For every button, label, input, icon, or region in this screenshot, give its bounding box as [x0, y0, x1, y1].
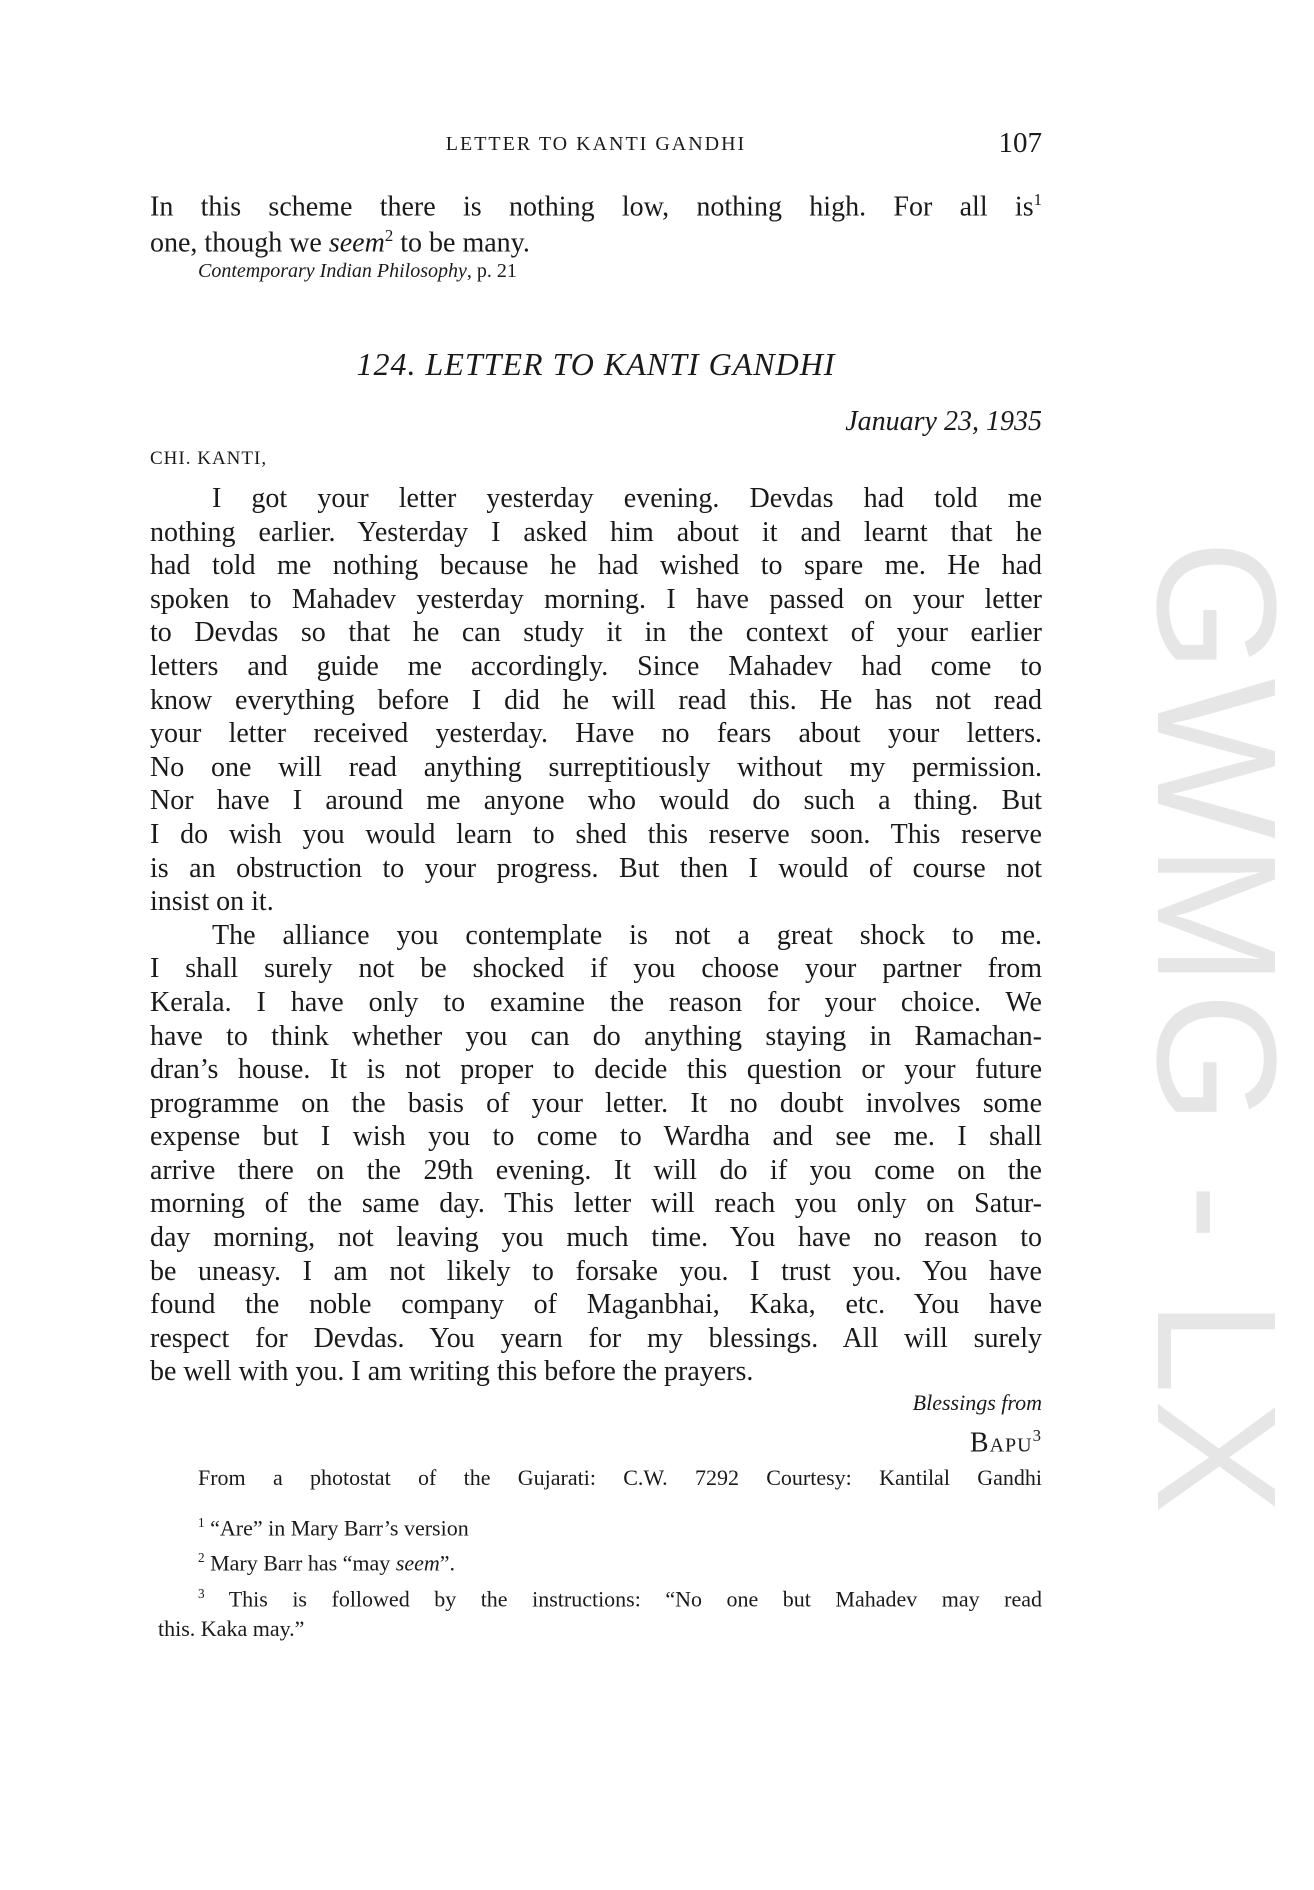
salutation: CHI. KANTI, — [150, 448, 268, 469]
body-line: No one will read anything surreptitiously without my permission. — [150, 751, 1042, 783]
body-line: letters and guide me accordingly. Since Mahadev had come to — [150, 650, 1042, 682]
body-line: your letter received yesterday. Have no fears about your letters. — [150, 718, 1042, 750]
body-line: Nor have I around me anyone who would do such a thing. But — [150, 785, 1042, 817]
body-line: is an obstruction to your progress. But then I would of course not — [150, 852, 1042, 884]
body-line: The alliance you contemplate is not a great shock to me. — [212, 919, 1042, 951]
letter-heading: 124. LETTER TO KANTI GANDHI — [356, 346, 836, 382]
body-line: dran’s house. It is not proper to decide this question or your future — [150, 1054, 1042, 1086]
footnote-3-continued: this. Kaka may.” — [158, 1615, 305, 1641]
source-citation: Contemporary Indian Philosophy, p. 21 — [198, 260, 517, 282]
footnote-ref-2: 2 — [384, 226, 394, 245]
letter-body — [150, 482, 1042, 1389]
body-line: have to think whether you can do anything staying in Ramachan- — [150, 1020, 1042, 1052]
body-line: I shall surely not be shocked if you choose your partner from — [150, 953, 1042, 985]
footnote-1: $^1$ “Are” in Mary Barr’s version — [198, 1515, 469, 1541]
body-line: be uneasy. I am not likely to forsake you. I trust you. You have — [150, 1255, 1042, 1287]
body-line: spoken to Mahadev yesterday morning. I have passed on your letter — [150, 583, 1042, 615]
intro-line-1: In this scheme there is nothing low, nothing high. For all $is^1$ — [150, 190, 1042, 223]
body-line: found the noble company of Maganbhai, Kaka, etc. You have — [150, 1289, 1042, 1321]
closing: Blessings from — [912, 1390, 1042, 1415]
body-line: I got your letter yesterday evening. Devdas had told me — [212, 483, 1042, 514]
signature: Bapu$^3$ — [969, 1426, 1042, 1459]
provenance-note: From a photostat of the Gujarati: C.W. 7292 Courtesy: Kantilal Gandhi — [198, 1465, 1042, 1490]
body-line: respect for Devdas. You yearn for my blessings. All will surely — [150, 1322, 1042, 1354]
letter-date: January 23, 1935 — [845, 406, 1042, 437]
intro-quote — [150, 182, 1042, 259]
body-line: nothing earlier. Yesterday I asked him about it and learnt that he — [150, 516, 1042, 548]
body-line: had told me nothing because he had wished to spare me. He had — [150, 550, 1042, 582]
running-head: LETTER TO KANTI GANDHI — [445, 133, 747, 155]
page-number: 107 — [998, 127, 1042, 159]
body-line: programme on the basis of your letter. It no doubt involves some — [150, 1087, 1042, 1119]
footnote-2: $^2$ Mary Barr has “may seem”. — [198, 1550, 456, 1576]
body-line: morning of the same day. This letter will reach you only on Satur- — [150, 1188, 1042, 1220]
footnote-ref-3: 3 — [1032, 1426, 1042, 1445]
body-line: I do wish you would learn to shed this reserve soon. This reserve — [150, 818, 1042, 850]
body-line: be well with you. I am writing this before the prayers. — [150, 1356, 754, 1388]
footnote-3: $^3$ This is followed by the instructions: “No one but Mahadev may read — [198, 1585, 1042, 1611]
intro-line-2: one, though we seem$^2$ to be many. — [150, 226, 530, 259]
body-line: day morning, not leaving you much time. You have no reason to — [150, 1222, 1042, 1254]
footnotes — [150, 1508, 1042, 1644]
body-line: know everything before I did he will read this. He has not read — [150, 684, 1042, 716]
footnote-ref-1: 1 — [1033, 190, 1042, 209]
body-line: arrive there on the 29th evening. It will do if you come on the — [150, 1154, 1042, 1186]
body-line: Kerala. I have only to examine the reason for your choice. We — [150, 986, 1042, 1018]
body-line: insist on it. — [150, 886, 274, 918]
body-line: to Devdas so that he can study it in the context of your earlier — [150, 617, 1042, 649]
body-line: expense but I wish you to come to Wardha and see me. I shall — [150, 1121, 1042, 1153]
watermark: GWMG - LX — [1121, 540, 1311, 1520]
